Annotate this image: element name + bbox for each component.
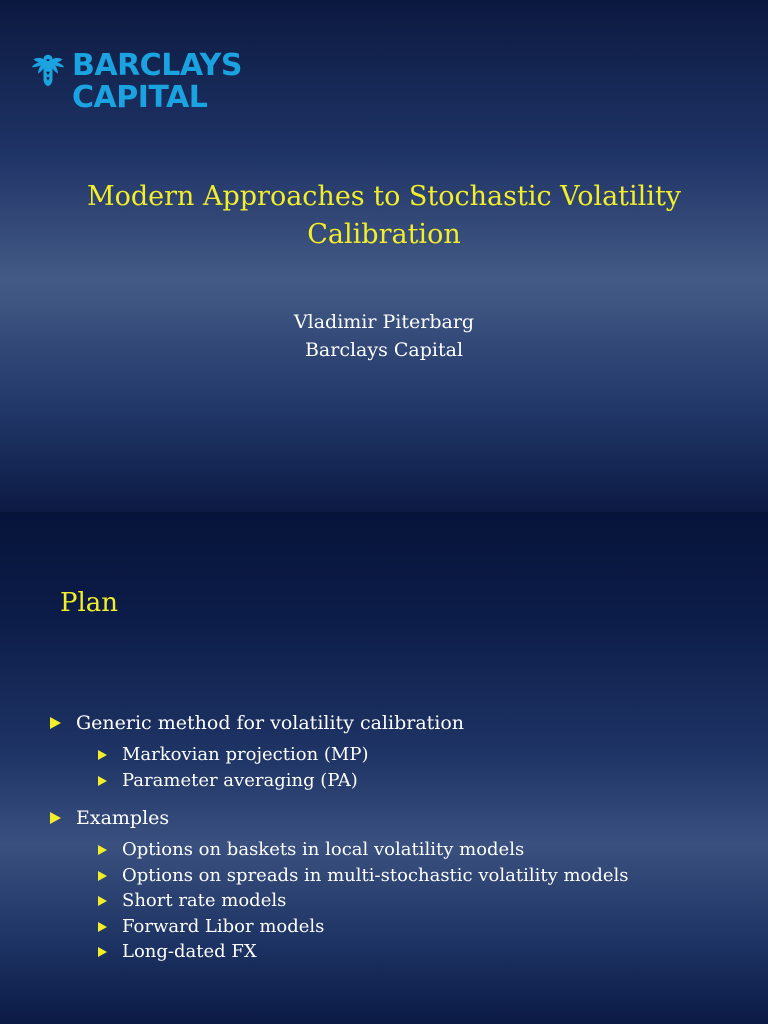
sublist-item <box>98 768 629 794</box>
sublist <box>76 837 629 965</box>
title-line-1: Modern Approaches to Stochastic Volatility <box>86 181 682 212</box>
logo-line-1: BARCLAYS <box>72 48 242 83</box>
plan-list <box>50 708 629 965</box>
sublist-item <box>98 939 629 965</box>
list-item-label: Generic method for volatility calibration <box>76 712 465 734</box>
sublist-item <box>98 888 629 914</box>
logo-wordmark <box>72 50 242 114</box>
sublist <box>76 742 629 793</box>
plan-slide <box>0 512 768 1024</box>
list-item <box>50 803 629 965</box>
eagle-icon <box>30 52 66 88</box>
title-line-2: Calibration <box>307 219 461 250</box>
list-item-label: Examples <box>76 807 170 829</box>
author-name: Vladimir Piterbarg <box>293 311 475 333</box>
bullet-triangle-icon <box>50 812 61 824</box>
sublist-item-label: Long-dated FX <box>122 941 257 962</box>
sublist-item <box>98 742 629 768</box>
author-block <box>0 308 768 364</box>
sublist-item-label: Short rate models <box>122 890 287 911</box>
presentation-title <box>0 178 768 254</box>
bullet-triangle-icon <box>98 750 107 760</box>
bullet-triangle-icon <box>98 922 107 932</box>
sublist-item-label: Forward Libor models <box>122 915 325 937</box>
bullet-triangle-icon <box>98 947 107 957</box>
author-affiliation: Barclays Capital <box>304 339 464 361</box>
sublist-item-label: Markovian projection (MP) <box>122 744 369 765</box>
sublist-item-label: Options on baskets in local volatility models <box>122 839 525 860</box>
bullet-triangle-icon <box>50 717 61 729</box>
bullet-triangle-icon <box>98 845 107 855</box>
sublist-item <box>98 863 629 889</box>
bullet-triangle-icon <box>98 776 107 786</box>
sublist-item <box>98 837 629 863</box>
plan-heading: Plan <box>60 588 119 618</box>
barclays-capital-logo <box>30 50 242 114</box>
logo-line-2: CAPITAL <box>72 80 208 115</box>
bullet-triangle-icon <box>98 871 107 881</box>
sublist-item <box>98 914 629 940</box>
bullet-triangle-icon <box>98 896 107 906</box>
list-item <box>50 708 629 793</box>
sublist-item-label: Parameter averaging (PA) <box>122 769 358 791</box>
sublist-item-label: Options on spreads in multi-stochastic volatility models <box>122 864 629 886</box>
